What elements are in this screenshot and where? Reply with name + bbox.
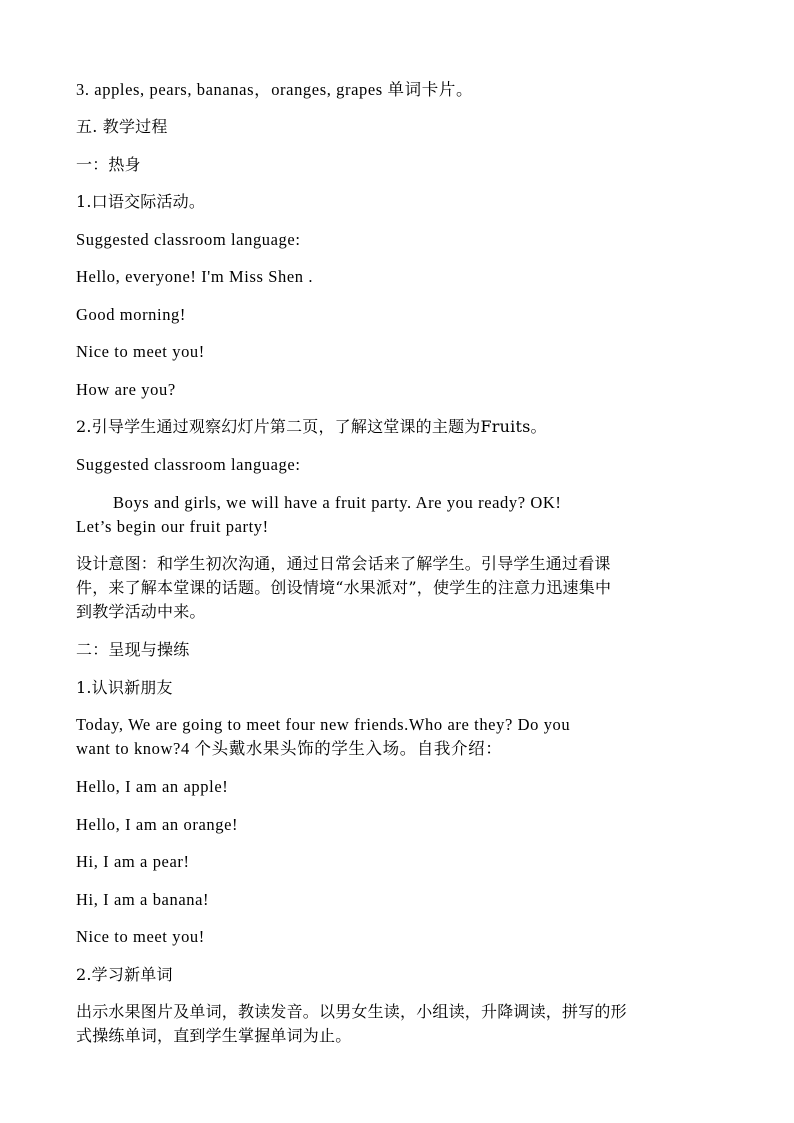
- suggested-language-label: Suggested classroom language:: [76, 230, 301, 249]
- step-slide-observation: 2.引导学生通过观察幻灯片第二页，了解这堂课的主题为Fruits。: [76, 417, 547, 436]
- design-intent-line-2: 件，来了解本堂课的话题。创设情境“水果派对”，使学生的注意力迅速集中: [76, 578, 612, 597]
- suggested-language-label: Suggested classroom language:: [76, 455, 301, 474]
- dialogue-line: How are you?: [76, 380, 176, 399]
- dialogue-line: Let’s begin our fruit party!: [76, 517, 269, 536]
- dialogue-line: Hello, everyone! I'm Miss Shen .: [76, 267, 314, 286]
- dialogue-line: Good morning!: [76, 305, 186, 324]
- step-learn-new-words: 2.学习新单词: [76, 965, 173, 984]
- dialogue-line: Hi, I am a banana!: [76, 890, 210, 909]
- dialogue-line: Nice to meet you!: [76, 927, 205, 946]
- materials-item-3: 3. apples, pears, bananas，oranges, grapes 单词卡片。: [76, 80, 474, 99]
- intro-paragraph-line-2: want to know?4 个头戴水果头饰的学生入场。自我介绍：: [76, 739, 503, 758]
- step-meet-new-friends: 1.认识新朋友: [76, 678, 173, 697]
- step-oral-activity: 1.口语交际活动。: [76, 192, 206, 211]
- vocabulary-instruction-line-2: 式操练单词，直到学生掌握单词为止。: [76, 1026, 352, 1045]
- design-intent-line-1: 设计意图：和学生初次沟通，通过日常会话来了解学生。引导学生通过看课: [76, 554, 611, 573]
- dialogue-line: Hi, I am a pear!: [76, 852, 190, 871]
- dialogue-line: Nice to meet you!: [76, 342, 205, 361]
- intro-paragraph-line-1: Today, We are going to meet four new friends.Who are they? Do you: [76, 715, 571, 734]
- section-heading-teaching-process: 五. 教学过程: [76, 117, 168, 136]
- subheading-presentation-practice: 二：呈现与操练: [76, 640, 190, 659]
- dialogue-line: Hello, I am an apple!: [76, 777, 229, 796]
- dialogue-line: Hello, I am an orange!: [76, 815, 239, 834]
- design-intent-line-3: 到教学活动中来。: [76, 602, 206, 621]
- subheading-warm-up: 一：热身: [76, 155, 141, 174]
- dialogue-line: Boys and girls, we will have a fruit party. Are you ready? OK!: [113, 493, 562, 512]
- vocabulary-instruction-line-1: 出示水果图片及单词，教读发音。以男女生读，小组读，升降调读，拼写的形: [76, 1002, 627, 1021]
